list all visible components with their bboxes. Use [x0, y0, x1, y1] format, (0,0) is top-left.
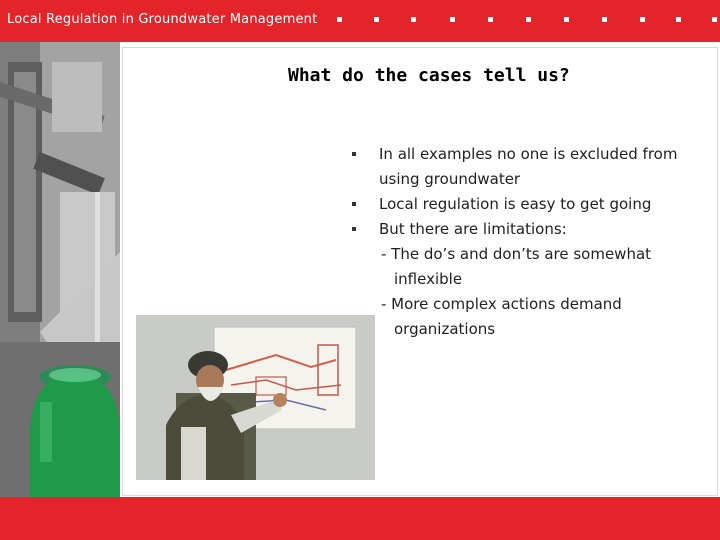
decorative-square — [640, 17, 645, 22]
bullet-square-icon — [352, 152, 356, 156]
bullet-text: Local regulation is easy to get going — [379, 195, 652, 213]
decorative-square — [712, 17, 717, 22]
presentation-title: Local Regulation in Groundwater Management — [7, 12, 318, 27]
decorative-square — [488, 17, 493, 22]
bullet-square-icon — [352, 227, 356, 231]
sub-point: - More complex actions demand organizations — [381, 295, 622, 338]
handpump-photo — [0, 42, 120, 497]
sub-point: - The do’s and don’ts are somewhat inflexible — [381, 245, 652, 288]
decorative-square — [450, 17, 455, 22]
bullet-text: In all examples no one is excluded from using groundwater — [379, 145, 678, 188]
decorative-square — [602, 17, 607, 22]
decorative-square — [676, 17, 681, 22]
bullet-item — [348, 217, 708, 242]
bullet-item — [348, 192, 708, 217]
presenter-photo — [136, 315, 375, 480]
decorative-square — [526, 17, 531, 22]
decorative-square — [411, 17, 416, 22]
bullet-square-icon — [352, 202, 356, 206]
bullet-list — [348, 142, 708, 342]
bullet-text: But there are limitations: — [379, 220, 567, 238]
slide-title: What do the cases tell us? — [288, 65, 570, 86]
header-bar — [0, 0, 720, 42]
presenter-illustration — [136, 315, 375, 480]
bullet-item — [348, 142, 708, 192]
decorative-square — [374, 17, 379, 22]
decorative-square — [564, 17, 569, 22]
footer-bar — [0, 497, 720, 540]
decorative-square — [337, 17, 342, 22]
handpump-illustration — [0, 42, 120, 497]
